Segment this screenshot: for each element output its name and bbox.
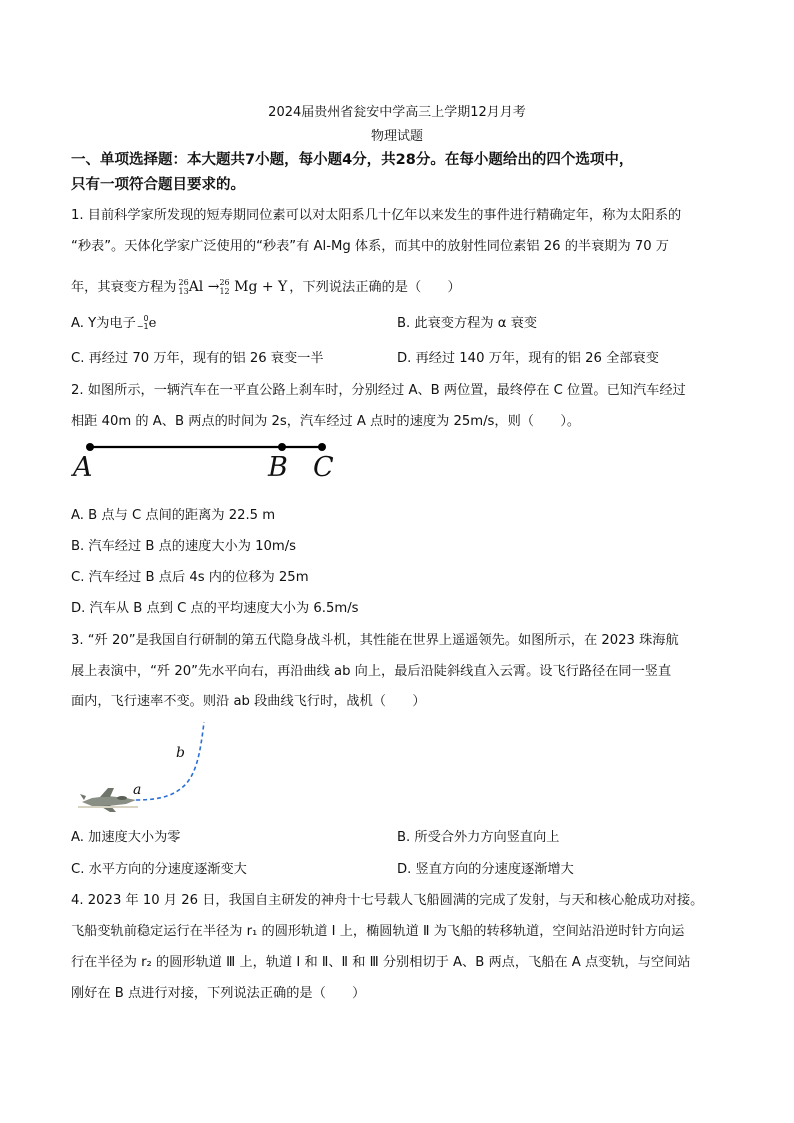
q3-option-d: D. 竖直方向的分速度逐渐增大 xyxy=(397,862,574,877)
q4-stem-line4: 刚好在 B 点进行对接，下列说法正确的是（ ） xyxy=(71,986,366,1001)
q2-option-a: A. B 点与 C 点间的距离为 22.5 m xyxy=(71,508,276,523)
arrow-symbol: → xyxy=(207,279,220,295)
q1-stem-line3-pre: 年，其衰变方程为 xyxy=(71,280,177,295)
exam-title: 2024届贵州省瓮安中学高三上学期12月月考 xyxy=(268,105,526,120)
section-heading-line1: 一、单项选择题：本大题共7小题，每小题4分，共28分。在每小题给出的四个选项中， xyxy=(71,152,634,168)
q1-option-d: D. 再经过 140 万年，现有的铝 26 全部衰变 xyxy=(397,351,659,366)
q3-option-c: C. 水平方向的分速度逐渐变大 xyxy=(71,862,247,877)
exam-subtitle: 物理试题 xyxy=(370,129,423,144)
electron-symbol: e xyxy=(148,316,157,331)
mg-mass-number: 26 xyxy=(219,278,230,287)
mg-atomic-number: 12 xyxy=(219,287,230,296)
point-c-dot xyxy=(318,443,326,451)
q3-stem-line1: 3. “歼 20”是我国自行研制的第五代隐身战斗机，其性能在世界上遥遥领先。如图所示，在 2023 珠海航 xyxy=(71,633,679,648)
q3-stem-line2: 展上表演中，“歼 20”先水平向右，再沿曲线 ab 向上，最后沿陡斜线直入云霄。设飞行路径在同一竖直 xyxy=(71,664,672,679)
q1-option-a-text: A. Y为电子 xyxy=(71,316,136,331)
q4-stem-line1: 4. 2023 年 10 月 26 日，我国自主研发的神舟十七号载人飞船圆满的完成了发射，与天和核心舱成功对接。 xyxy=(71,893,704,908)
label-point-b: b xyxy=(176,745,185,761)
q2-option-c: C. 汽车经过 B 点后 4s 内的位移为 25m xyxy=(71,570,309,585)
electron-mass-number: 0 xyxy=(143,314,149,323)
q3-option-a: A. 加速度大小为零 xyxy=(71,830,181,845)
point-a-dot xyxy=(86,443,94,451)
q1-stem-line3-post: ，下列说法正确的是（ ） xyxy=(289,280,461,295)
label-point-a: a xyxy=(133,782,142,798)
label-a: A xyxy=(73,452,93,483)
q4-stem-line2: 飞船变轨前稳定运行在半径为 r₁ 的圆形轨道 Ⅰ 上，椭圆轨道 Ⅱ 为飞船的转移轨道，空间站沿逆时针方向运 xyxy=(71,924,685,939)
al-symbol: Al xyxy=(188,279,204,295)
q2-option-b: B. 汽车经过 B 点的速度大小为 10m/s xyxy=(71,539,297,554)
q1-stem-line3 xyxy=(71,276,461,296)
q2-option-d: D. 汽车从 B 点到 C 点的平均速度大小为 6.5m/s xyxy=(71,601,359,616)
q2-figure xyxy=(70,436,340,492)
q1-stem-line1: 1. 目前科学家所发现的短寿期同位素可以对太阳系几十亿年以来发生的事件进行精确定年，称为太阳系的 xyxy=(71,208,682,223)
q3-figure xyxy=(78,716,218,816)
jet-icon xyxy=(78,788,138,812)
plus-y: + Y xyxy=(261,279,288,295)
q1-option-b: B. 此衰变方程为 α 衰变 xyxy=(397,316,538,331)
q3-stem-line3: 面内，飞行速率不变。则沿 ab 段曲线飞行时，战机（ ） xyxy=(71,694,426,709)
flight-path xyxy=(136,722,204,800)
electron-charge-number: −1 xyxy=(136,322,149,331)
q1-stem-line2: “秒表”。天体化学家广泛使用的“秒表”有 Al-Mg 体系，而其中的放射性同位素铝 26 的半衰期为 70 万 xyxy=(71,239,669,254)
section-heading-line2: 只有一项符合题目要求的。 xyxy=(71,177,245,193)
point-b-dot xyxy=(278,443,286,451)
q2-stem-line1: 2. 如图所示，一辆汽车在一平直公路上刹车时，分别经过 A、B 两位置，最终停在 C 位置。已知汽车经过 xyxy=(71,383,686,398)
al-mass-number: 26 xyxy=(178,278,189,287)
q4-stem-line3: 行在半径为 r₂ 的圆形轨道 Ⅲ 上，轨道 Ⅰ 和 Ⅱ、Ⅱ 和 Ⅲ 分别相切于 A、B 两点，飞船在 A 点变轨，与空间站 xyxy=(71,955,691,970)
q1-option-c: C. 再经过 70 万年，现有的铝 26 衰变一半 xyxy=(71,351,324,366)
decay-equation xyxy=(179,278,288,296)
mg-symbol: Mg xyxy=(234,279,258,295)
label-b: B xyxy=(268,452,288,483)
al-atomic-number: 13 xyxy=(178,287,189,296)
q3-option-b: B. 所受合外力方向竖直向上 xyxy=(397,830,560,845)
q1-option-a xyxy=(71,312,156,331)
q2-stem-line2: 相距 40m 的 A、B 两点的时间为 2s，汽车经过 A 点时的速度为 25m/s，则（ ）。 xyxy=(71,414,581,429)
label-c: C xyxy=(313,452,334,483)
